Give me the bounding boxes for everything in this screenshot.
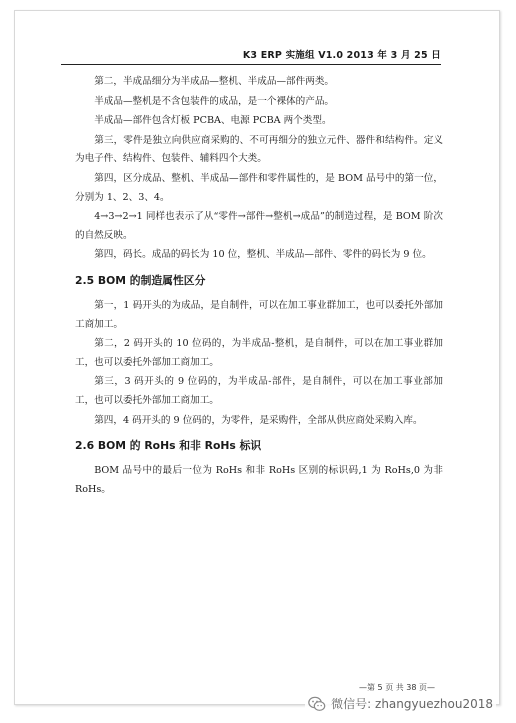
document-page	[14, 10, 500, 705]
paragraph: 第一，1 码开头的为成品，是自制件，可以在加工事业群加工，也可以委托外部加工商加工。	[75, 299, 443, 330]
page-footer: —第 5 页 共 38 页—	[359, 683, 435, 692]
paragraph: 第三，零件是独立向供应商采购的、不可再细分的独立元件、器件和结构件。定义为电子件、结构件、包装件、辅料四个大类。	[75, 134, 443, 165]
paragraph: 第二，2 码开头的 10 位码的，为半成品-整机，是自制件，可以在加工事业群加工，也可以委托外部加工商加工。	[75, 338, 443, 368]
page-content	[75, 73, 443, 500]
paragraph: 半成品—部件包含灯板 PCBA、电源 PCBA 两个类型。	[94, 115, 332, 127]
paragraph: 第三，3 码开头的 9 位码的，为半成品-部件，是自制件，可以在加工事业部加工，也可以委托外部加工商加工。	[75, 376, 443, 406]
wechat-icon	[308, 696, 326, 712]
section-heading-2-6: 2.6 BOM 的 RoHs 和非 RoHs 标识	[75, 439, 262, 453]
paragraph: 第四，4 码开头的 9 位码的，为零件，是采购件，全部从供应商处采购入库。	[94, 414, 423, 426]
section-heading-2-5: 2.5 BOM 的制造属性区分	[75, 273, 206, 287]
paragraph: BOM 品号中的最后一位为 RoHs 和非 RoHs 区别的标识码,1 为 RoHs,0 为非 RoHs。	[75, 465, 443, 495]
watermark-text: 微信号: zhangyuezhou2018	[331, 697, 493, 711]
page-header: K3 ERP 实施组 V1.0 2013 年 3 月 25 日	[61, 47, 441, 65]
paragraph: 半成品—整机是不含包装件的成品，是一个裸体的产品。	[94, 95, 335, 107]
paragraph: 第四，码长。成品的码长为 10 位，整机、半成品—部件、零件的码长为 9 位。	[94, 249, 432, 261]
wechat-watermark	[305, 694, 496, 713]
paragraph: 第四，区分成品、整机、半成品—部件和零件属性的，是 BOM 品号中的第一位，分别为 1、2、3、4。	[75, 172, 443, 203]
paragraph: 4→3→2→1 同样也表示了从“零件→部件→整机→成品”的制造过程，是 BOM 阶次的自然反映。	[75, 211, 443, 241]
paragraph: 第二，半成品细分为半成品—整机、半成品—部件两类。	[94, 76, 335, 87]
